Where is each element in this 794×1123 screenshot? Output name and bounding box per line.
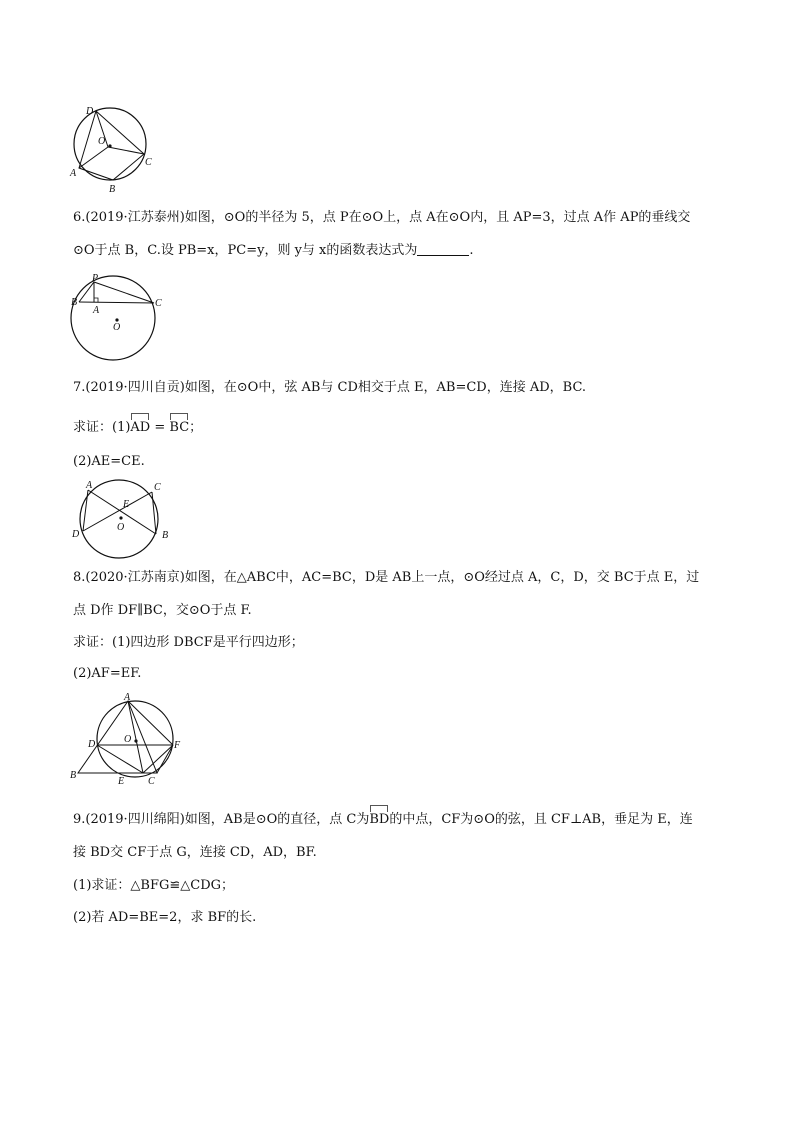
label-d: D [86, 106, 94, 117]
q6-line2 [73, 243, 474, 259]
label-b: B [70, 770, 77, 781]
label-c: C [145, 157, 152, 168]
label-o: O [98, 136, 106, 147]
q7-line1: 7.(2019·四川自贡)如图，在⊙O中，弦 AB与 CD相交于点 E，AB=CD，连接 AD，BC. [73, 380, 587, 395]
q6-line2-text: ⊙O于点 B，C.设 PB=x，PC=y，则 y与 x的函数表达式为 [73, 243, 418, 258]
q9-line1 [73, 812, 693, 828]
arc-ad: AD [130, 420, 151, 435]
figure-circle-abcd [66, 102, 158, 194]
label-b: B [71, 297, 78, 308]
arc-bc: BC [169, 420, 190, 435]
label-a: A [124, 692, 131, 703]
q9-part1: (1)求证：△BFG≌△CDG； [73, 878, 235, 893]
q8-line1: 8.(2020·江苏南京)如图，在△ABC中，AC=BC，D是 AB上一点，⊙O经过点 A，C，D，交 BC于点 E，过 [73, 570, 700, 585]
q7-proof-prefix: 求证：(1) [73, 420, 131, 435]
label-p: P [92, 273, 99, 284]
q7-proof-part1 [73, 420, 202, 436]
label-d: D [72, 529, 80, 540]
label-b: B [109, 184, 116, 194]
label-a: A [70, 168, 77, 179]
q7-proof-part2: (2)AE=CE. [73, 454, 145, 469]
q7-equals: = [154, 420, 166, 435]
q7-semicolon: ； [189, 420, 203, 435]
q6-line1: 6.(2019·江苏泰州)如图，⊙O的半径为 5，点 P在⊙O上，点 A在⊙O内，且 AP=3，过点 A作 AP的垂线交 [73, 210, 691, 225]
q9-line1-a: 9.(2019·四川绵阳)如图，AB是⊙O的直径，点 C为 [73, 812, 370, 827]
figure-q7 [68, 476, 174, 562]
label-f: F [174, 740, 181, 751]
figure-q8 [66, 692, 186, 788]
label-e: E [118, 776, 125, 787]
q9-part2: (2)若 AD=BE=2，求 BF的长. [73, 910, 257, 925]
q6-line2-end: . [469, 243, 474, 258]
label-a: A [86, 480, 93, 491]
figure-q6 [66, 272, 166, 364]
label-o: O [117, 522, 125, 533]
label-o: O [124, 734, 132, 745]
label-e: E [123, 499, 130, 510]
label-c: C [148, 776, 155, 787]
q8-line2: 点 D作 DF∥BC，交⊙O于点 F. [73, 603, 252, 618]
label-a: A [93, 305, 100, 316]
label-o: O [113, 322, 121, 333]
q8-part1: 求证：(1)四边形 DBCF是平行四边形； [73, 635, 304, 650]
q9-line1-b: 的中点，CF为⊙O的弦，且 CF⊥AB，垂足为 E，连 [389, 812, 693, 827]
label-d: D [88, 739, 96, 750]
answer-blank[interactable] [417, 243, 469, 256]
label-c: C [155, 298, 162, 309]
q9-line2: 接 BD交 CF于点 G，连接 CD，AD，BF. [73, 845, 317, 860]
arc-bd: BD [369, 812, 390, 827]
q8-part2: (2)AF=EF. [73, 666, 142, 681]
label-b: B [162, 530, 169, 541]
label-c: C [154, 482, 161, 493]
